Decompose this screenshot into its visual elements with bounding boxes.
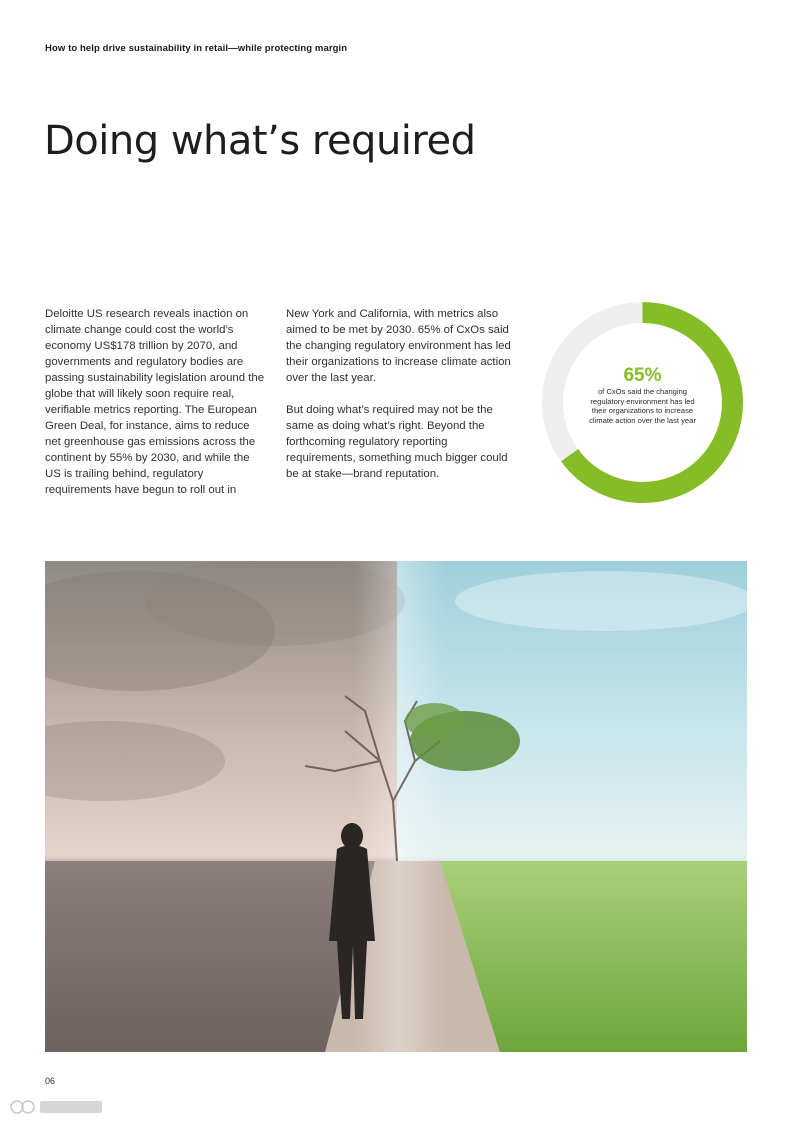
body-paragraph: Deloitte US research reveals inaction on climate change could cost the world’s economy US$178 trillion by 2070, and governments and regulatory bodies are passing sustainability legislation around the globe that will likely soon require real, verifiable metrics reporting. The European Green Deal, for instance, aims to reduce net greenhouse gas emissions across the continent by 55% by 2030, and while the US is trailing behind, regulatory requirements have begun to roll out in <box>45 308 265 496</box>
page-title: Doing what’s required <box>44 118 476 164</box>
stat-value: 65% <box>623 365 662 386</box>
watermark-logo <box>8 1096 108 1118</box>
body-column-1 <box>45 306 267 514</box>
stat-donut-chart <box>542 302 743 503</box>
stat-caption: of CxOs said the changing regulatory environment has led their organizations to increase climate action over the last year <box>589 387 696 425</box>
climate-contrast-photo <box>45 561 747 1052</box>
running-header: How to help drive sustainability in retail—while protecting margin <box>45 43 348 54</box>
watermark-logo-icon <box>8 1096 108 1118</box>
climate-contrast-photo-icon <box>45 561 747 1052</box>
donut-center <box>582 366 703 425</box>
body-paragraph: But doing what’s required may not be the same as doing what’s right. Beyond the forthcoming regulatory reporting requirements, something much bigger could be at stake—brand reputation. <box>286 404 508 480</box>
body-paragraph: New York and California, with metrics also aimed to be met by 2030. 65% of CxOs said the changing regulatory environment has led their organizations to increase climate action over the last year. <box>286 308 511 384</box>
page-number: 06 <box>45 1076 56 1086</box>
body-column-2 <box>286 306 518 498</box>
